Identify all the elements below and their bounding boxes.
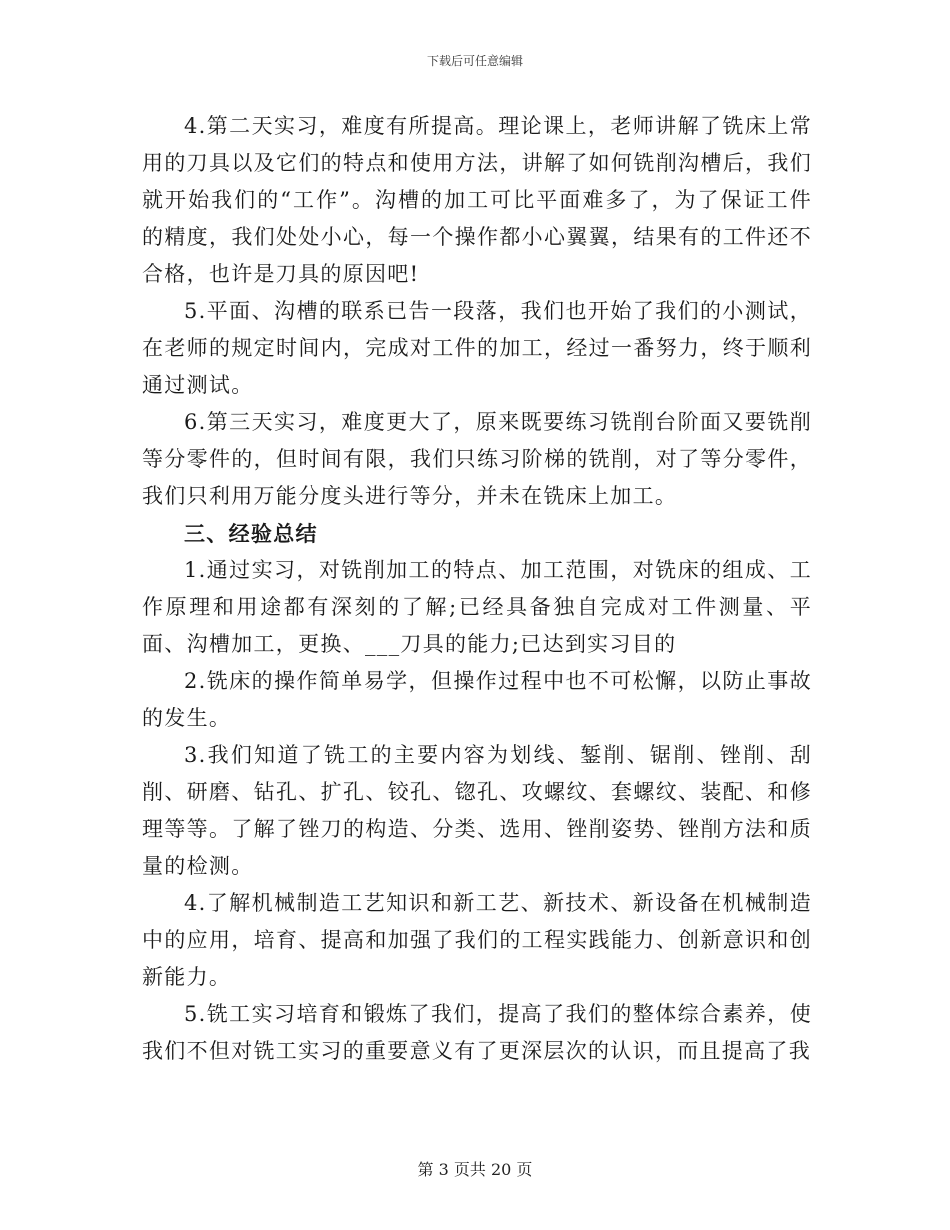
section-heading-summary: 三、经验总结 — [184, 521, 318, 546]
page-number: 第 3 页共 20 页 — [417, 1160, 533, 1179]
paragraph-5-test: 5.平面、沟槽的联系已告一段落，我们也开始了我们的小测试，在老师的规定时间内，完成对工件的加工，经过一番努力，终于顺利通过测试。 — [142, 299, 812, 397]
summary-item-3: 3.我们知道了铣工的主要内容为划线、錾削、锯削、锉削、刮削、研磨、钻孔、扩孔、铰孔、锪孔、攻螺纹、套螺纹、装配、和修理等等。了解了锉刀的构造、分类、选用、锉削姿势、锉削方法和质量的检测。 — [142, 743, 812, 878]
header-note: 下载后可任意编辑 — [426, 54, 523, 68]
summary-item-4: 4.了解机械制造工艺知识和新工艺、新技术、新设备在机械制造中的应用，培育、提高和加强了我们的工程实践能力、创新意识和创新能力。 — [142, 891, 812, 989]
summary-item-2: 2.铣床的操作简单易学，但操作过程中也不可松懈，以防止事故的发生。 — [142, 669, 812, 730]
summary-item-5: 5.铣工实习培育和锻炼了我们，提高了我们的整体综合素养，使我们不但对铣工实习的重要意义有了更深层次的认识，而且提高了我 — [142, 1002, 812, 1063]
paragraph-4-day-two: 4.第二天实习，难度有所提高。理论课上，老师讲解了铣床上常用的刀具以及它们的特点和使用方法，讲解了如何铣削沟槽后，我们就开始我们的“工作”。沟槽的加工可比平面难多了，为了保证工件的精度，我们处处小心，每一个操作都小心翼翼，结果有的工件还不合格，也许是刀具的原因吧! — [142, 114, 812, 286]
summary-item-1: 1.通过实习，对铣削加工的特点、加工范围，对铣床的组成、工作原理和用途都有深刻的了解;已经具备独自完成对工件测量、平面、沟槽加工，更换、___刀具的能力;已达到实习目的 — [142, 558, 812, 656]
paragraph-6-day-three: 6.第三天实习，难度更大了，原来既要练习铣削台阶面又要铣削等分零件的，但时间有限，我们只练习阶梯的铣削，对了等分零件，我们只利用万能分度头进行等分，并未在铣床上加工。 — [142, 410, 812, 508]
document-body — [142, 108, 812, 1070]
